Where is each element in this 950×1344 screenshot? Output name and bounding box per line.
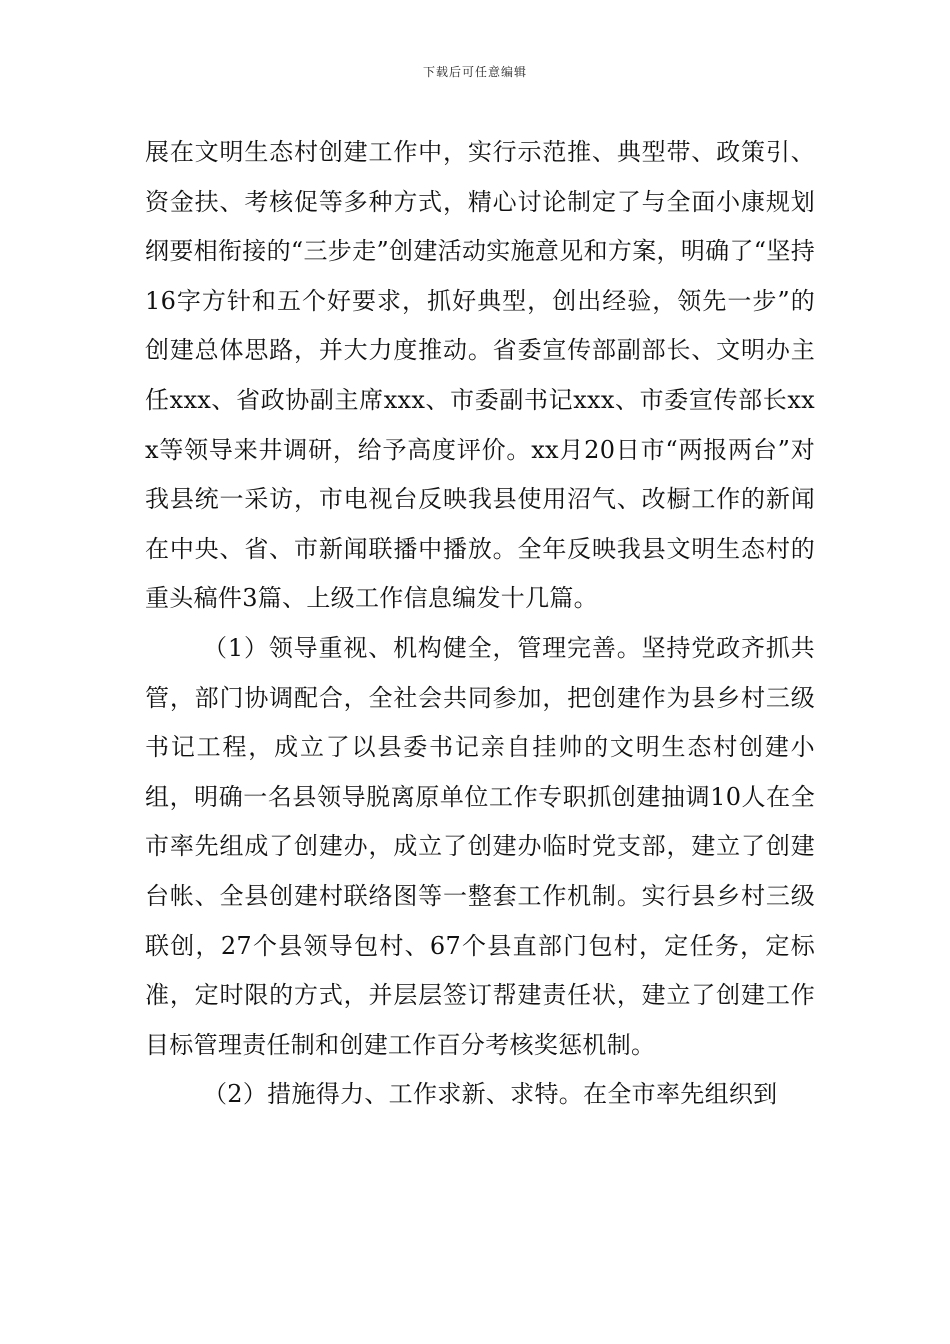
document-body — [145, 128, 815, 1120]
page-header: 下载后可任意编辑 — [422, 65, 527, 79]
paragraph-continuation: 展在文明生态村创建工作中，实行示范推、典型带、政策引、资金扶、考核促等多种方式，精心讨论制定了与全面小康规划纲要相衔接的“三步走”创建活动实施意见和方案，明确了“坚持16字方针和五个好要求，抓好典型，创出经验，领先一步”的创建总体思路，并大力度推动。省委宣传部副部长、文明办主任xxx、省政协副主席xxx、市委副书记xxx、市委宣传部长xxx等领导来井调研，给予高度评价。xx月20日市“两报两台”对我县统一采访，市电视台反映我县使用沼气、改橱工作的新闻在中央、省、市新闻联播中播放。全年反映我县文明生态村的重头稿件3篇、上级工作信息编发十几篇。 — [145, 138, 815, 613]
paragraph-section-2: （2）措施得力、工作求新、求特。在全市率先组织到 — [203, 1080, 778, 1109]
paragraph-section-1: （1）领导重视、机构健全，管理完善。坚持党政齐抓共管，部门协调配合，全社会共同参加，把创建作为县乡村三级书记工程，成立了以县委书记亲自挂帅的文明生态村创建小组，明确一名县领导脱离原单位工作专职抓创建抽调10人在全市率先组成了创建办，成立了创建办临时党支部，建立了创建台帐、全县创建村联络图等一整套工作机制。实行县乡村三级联创，27个县领导包村、67个县直部门包村，定任务，定标准，定时限的方式，并层层签订帮建责任状，建立了创建工作目标管理责任制和创建工作百分考核奖惩机制。 — [145, 633, 815, 1059]
